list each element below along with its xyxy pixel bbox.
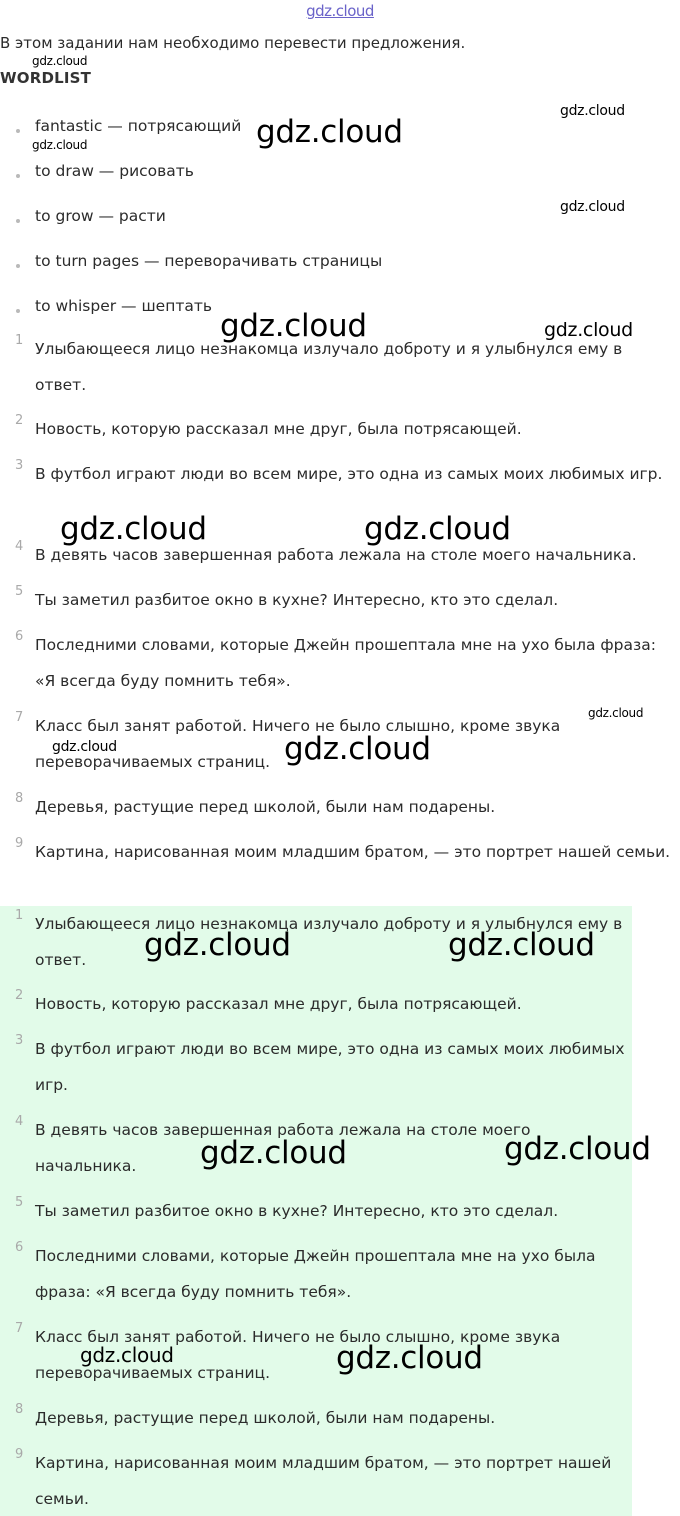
site-link[interactable]: gdz.cloud [306, 2, 374, 20]
watermark: gdz.cloud [588, 706, 644, 720]
sentence-text: Новость, которую рассказал мне друг, была потрясающей. [35, 420, 522, 438]
sentence-text: Картина, нарисованная моим младшим братом, — это портрет нашей семьи. [35, 843, 671, 861]
watermark: gdz.cloud [256, 114, 403, 150]
answer-number: 5 [15, 1195, 24, 1210]
answer-text: Новость, которую рассказал мне друг, была потрясающей. [35, 995, 522, 1013]
answer-text: В девять часов завершенная работа лежала на столе моего начальника. [35, 1121, 531, 1175]
sentence-text: В футбол играют люди во всем мире, это одна из самых моих любимых игр. [35, 465, 663, 483]
watermark: gdz.cloud [364, 511, 511, 547]
watermark: gdz.cloud [52, 739, 117, 755]
wordlist-item-text: to draw — рисовать [35, 162, 194, 180]
watermark: gdz.cloud [32, 54, 88, 68]
watermark: gdz.cloud [200, 1135, 347, 1171]
watermark: gdz.cloud [336, 1340, 483, 1376]
sentence-number: 4 [15, 539, 24, 554]
answer-text: В футбол играют люди во всем мире, это одна из самых моих любимых игр. [35, 1040, 625, 1094]
watermark: gdz.cloud [220, 308, 367, 344]
watermark: gdz.cloud [284, 731, 431, 767]
answer-text: Картина, нарисованная моим младшим братом, — это портрет нашей семьи. [35, 1454, 612, 1508]
answer-text: Последними словами, которые Джейн прошептала мне на ухо была фраза: «Я всегда буду помнить тебя». [35, 1247, 596, 1301]
wordlist-title: WORDLIST [0, 69, 92, 87]
bullet-icon [16, 174, 20, 178]
sentence-number: 7 [15, 710, 24, 725]
watermark: gdz.cloud [504, 1131, 651, 1167]
intro-text: В этом задании нам необходимо перевести предложения. [0, 34, 466, 52]
sentence-number: 2 [15, 413, 24, 428]
answer-number: 2 [15, 988, 24, 1003]
sentence-number: 6 [15, 629, 24, 644]
bullet-icon [16, 129, 20, 133]
watermark: gdz.cloud [144, 927, 291, 963]
watermark: gdz.cloud [544, 319, 633, 341]
answer-text: Улыбающееся лицо незнакомца излучало доброту и я улыбнулся ему в ответ. [35, 915, 623, 969]
watermark: gdz.cloud [560, 199, 625, 215]
sentence-number: 9 [15, 836, 24, 851]
answer-number: 4 [15, 1114, 24, 1129]
answer-number: 1 [15, 908, 24, 923]
bullet-icon [16, 309, 20, 313]
sentence-text: Деревья, растущие перед школой, были нам подарены. [35, 798, 496, 816]
sentence-number: 8 [15, 791, 24, 806]
wordlist-item-text: to turn pages — переворачивать страницы [35, 252, 383, 270]
sentence-text: Ты заметил разбитое окно в кухне? Интересно, кто это сделал. [35, 591, 559, 609]
answer-number: 8 [15, 1402, 24, 1417]
sentence-number: 5 [15, 584, 24, 599]
watermark: gdz.cloud [60, 511, 207, 547]
answer-number: 7 [15, 1321, 24, 1336]
watermark: gdz.cloud [80, 1343, 174, 1367]
watermark: gdz.cloud [32, 138, 88, 152]
wordlist-item-text: to whisper — шептать [35, 297, 213, 315]
watermark: gdz.cloud [448, 927, 595, 963]
wordlist-item-text: fantastic — потрясающий [35, 117, 242, 135]
sentence-text: Последними словами, которые Джейн прошептала мне на ухо была фраза: «Я всегда буду помнить тебя». [35, 636, 656, 690]
answer-number: 6 [15, 1240, 24, 1255]
answer-text: Класс был занят работой. Ничего не было слышно, кроме звука переворачиваемых страниц. [35, 1328, 561, 1382]
bullet-icon [16, 219, 20, 223]
sentence-text: Класс был занят работой. Ничего не было слышно, кроме звука переворачиваемых страниц. [35, 717, 561, 771]
watermark: gdz.cloud [560, 103, 625, 119]
answer-text: Деревья, растущие перед школой, были нам подарены. [35, 1409, 496, 1427]
wordlist-item-text: to grow — расти [35, 207, 166, 225]
sentence-text: В девять часов завершенная работа лежала на столе моего начальника. [35, 546, 637, 564]
sentence-text: Улыбающееся лицо незнакомца излучало доброту и я улыбнулся ему в ответ. [35, 340, 623, 394]
sentence-number: 1 [15, 333, 24, 348]
bullet-icon [16, 264, 20, 268]
answer-text: Ты заметил разбитое окно в кухне? Интересно, кто это сделал. [35, 1202, 559, 1220]
sentence-number: 3 [15, 458, 24, 473]
answer-number: 3 [15, 1033, 24, 1048]
answer-number: 9 [15, 1447, 24, 1462]
